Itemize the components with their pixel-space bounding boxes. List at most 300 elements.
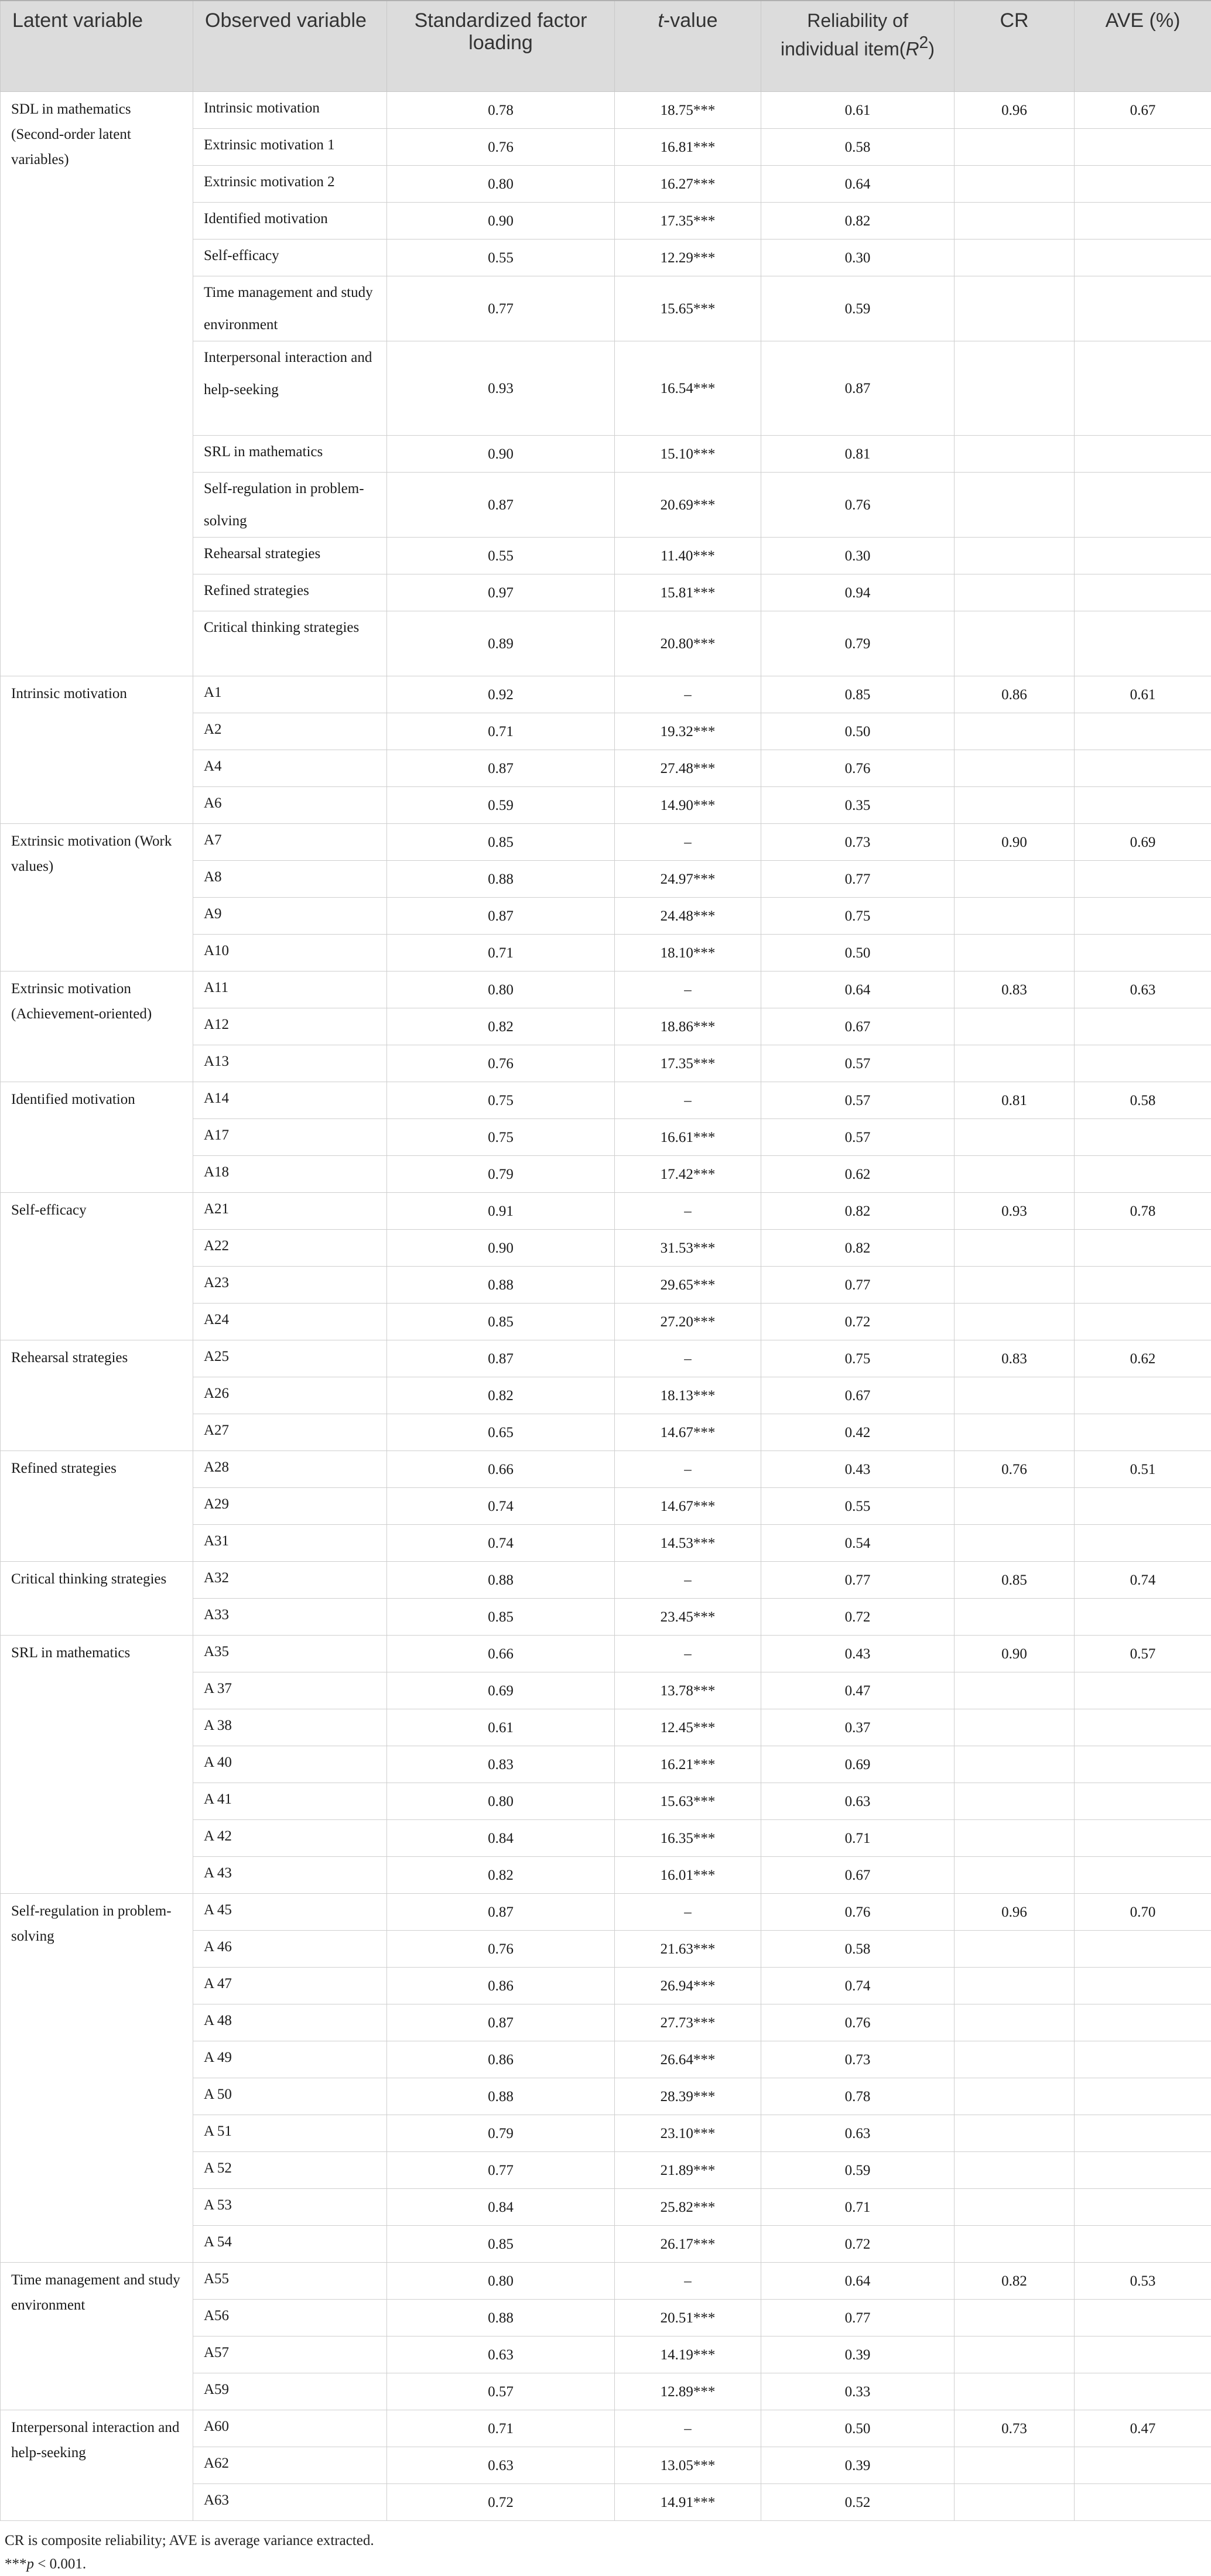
factor-loading-cell: 0.66 bbox=[387, 1451, 615, 1488]
factor-loading-cell: 0.86 bbox=[387, 1968, 615, 2004]
observed-variable-cell: A 43 bbox=[193, 1857, 387, 1894]
t-value-cell: – bbox=[615, 1340, 761, 1377]
factor-loading-cell: 0.87 bbox=[387, 1894, 615, 1931]
reliability-cell: 0.77 bbox=[761, 2300, 955, 2336]
observed-variable-cell: Refined strategies bbox=[193, 574, 387, 611]
t-value-cell: 27.48*** bbox=[615, 750, 761, 787]
reliability-cell: 0.82 bbox=[761, 1193, 955, 1230]
ave-cell bbox=[1075, 2300, 1211, 2336]
cr-cell bbox=[955, 240, 1075, 276]
ave-cell bbox=[1075, 1414, 1211, 1451]
reliability-cell: 0.67 bbox=[761, 1857, 955, 1894]
footnote-stars: *** bbox=[5, 2556, 27, 2572]
observed-variable-cell: Extrinsic motivation 1 bbox=[193, 129, 387, 166]
factor-loading-cell: 0.86 bbox=[387, 2041, 615, 2078]
t-value-cell: 14.91*** bbox=[615, 2484, 761, 2521]
observed-variable-cell: A23 bbox=[193, 1267, 387, 1304]
observed-variable-cell: A26 bbox=[193, 1377, 387, 1414]
ave-cell bbox=[1075, 2336, 1211, 2373]
ave-cell bbox=[1075, 203, 1211, 240]
cr-cell bbox=[955, 2373, 1075, 2410]
factor-loading-cell: 0.92 bbox=[387, 676, 615, 713]
header-ave: AVE (%) bbox=[1075, 1, 1211, 92]
factor-loading-cell: 0.85 bbox=[387, 1599, 615, 1636]
observed-variable-cell: Extrinsic motivation 2 bbox=[193, 166, 387, 203]
reliability-cell: 0.87 bbox=[761, 341, 955, 436]
observed-variable-cell: Self-regulation in problem-solving bbox=[193, 473, 387, 538]
ave-cell bbox=[1075, 1267, 1211, 1304]
t-value-cell: 13.78*** bbox=[615, 1672, 761, 1709]
observed-variable-cell: Intrinsic motivation bbox=[193, 92, 387, 129]
observed-variable-cell: A 38 bbox=[193, 1709, 387, 1746]
footnote-p: p bbox=[27, 2556, 35, 2572]
observed-variable-cell: A7 bbox=[193, 824, 387, 861]
t-value-cell: 27.20*** bbox=[615, 1304, 761, 1340]
reliability-cell: 0.59 bbox=[761, 276, 955, 341]
t-value-cell: 16.35*** bbox=[615, 1820, 761, 1857]
t-value-cell: – bbox=[615, 824, 761, 861]
observed-variable-cell: Critical thinking strategies bbox=[193, 611, 387, 676]
cr-cell bbox=[955, 2226, 1075, 2263]
cr-cell bbox=[955, 1672, 1075, 1709]
t-value-cell: 14.53*** bbox=[615, 1525, 761, 1562]
ave-cell bbox=[1075, 538, 1211, 574]
cr-cell bbox=[955, 2336, 1075, 2373]
cr-cell bbox=[955, 1045, 1075, 1082]
header-reliability bbox=[761, 1, 955, 92]
t-value-cell: 18.10*** bbox=[615, 935, 761, 971]
factor-loading-cell: 0.85 bbox=[387, 1304, 615, 1340]
t-value-cell: 12.29*** bbox=[615, 240, 761, 276]
observed-variable-cell: A8 bbox=[193, 861, 387, 898]
header-reliability-close: ) bbox=[928, 38, 935, 59]
observed-variable-cell: Interpersonal interaction and help-seeking bbox=[193, 341, 387, 436]
ave-cell bbox=[1075, 2226, 1211, 2263]
cr-cell bbox=[955, 2115, 1075, 2152]
cr-cell: 0.81 bbox=[955, 1082, 1075, 1119]
observed-variable-cell: A17 bbox=[193, 1119, 387, 1156]
t-value-cell: 16.01*** bbox=[615, 1857, 761, 1894]
table-row bbox=[1, 1193, 1211, 1230]
ave-cell bbox=[1075, 1857, 1211, 1894]
cr-cell bbox=[955, 750, 1075, 787]
ave-cell bbox=[1075, 935, 1211, 971]
observed-variable-cell: A27 bbox=[193, 1414, 387, 1451]
factor-loading-cell: 0.90 bbox=[387, 203, 615, 240]
factor-loading-cell: 0.88 bbox=[387, 2300, 615, 2336]
observed-variable-cell: A21 bbox=[193, 1193, 387, 1230]
cr-cell bbox=[955, 1968, 1075, 2004]
cr-cell bbox=[955, 129, 1075, 166]
t-value-cell: 17.35*** bbox=[615, 1045, 761, 1082]
factor-loading-cell: 0.87 bbox=[387, 750, 615, 787]
factor-loading-cell: 0.88 bbox=[387, 1562, 615, 1599]
ave-cell bbox=[1075, 1304, 1211, 1340]
reliability-cell: 0.33 bbox=[761, 2373, 955, 2410]
ave-cell bbox=[1075, 240, 1211, 276]
factor-loading-cell: 0.79 bbox=[387, 1156, 615, 1193]
latent-variable-cell: Critical thinking strategies bbox=[1, 1562, 193, 1636]
table-row bbox=[1, 2410, 1211, 2447]
t-value-cell: 18.86*** bbox=[615, 1008, 761, 1045]
observed-variable-cell: A 47 bbox=[193, 1968, 387, 2004]
observed-variable-cell: A62 bbox=[193, 2447, 387, 2484]
t-value-cell: 18.75*** bbox=[615, 92, 761, 129]
factor-loading-cell: 0.65 bbox=[387, 1414, 615, 1451]
t-value-cell: 26.94*** bbox=[615, 1968, 761, 2004]
t-value-cell: 16.61*** bbox=[615, 1119, 761, 1156]
t-value-cell: 24.48*** bbox=[615, 898, 761, 935]
cr-cell: 0.90 bbox=[955, 1636, 1075, 1672]
factor-loading-cell: 0.77 bbox=[387, 276, 615, 341]
cr-cell bbox=[955, 787, 1075, 824]
reliability-cell: 0.50 bbox=[761, 935, 955, 971]
t-value-cell: – bbox=[615, 676, 761, 713]
ave-cell bbox=[1075, 1525, 1211, 1562]
table-row bbox=[1, 1451, 1211, 1488]
factor-loading-cell: 0.75 bbox=[387, 1119, 615, 1156]
factor-loading-cell: 0.77 bbox=[387, 2152, 615, 2189]
observed-variable-cell: Rehearsal strategies bbox=[193, 538, 387, 574]
ave-cell bbox=[1075, 898, 1211, 935]
reliability-cell: 0.77 bbox=[761, 1267, 955, 1304]
reliability-cell: 0.64 bbox=[761, 166, 955, 203]
reliability-cell: 0.50 bbox=[761, 2410, 955, 2447]
reliability-cell: 0.94 bbox=[761, 574, 955, 611]
reliability-cell: 0.47 bbox=[761, 1672, 955, 1709]
t-value-cell: 24.97*** bbox=[615, 861, 761, 898]
header-reliability-r: R bbox=[905, 38, 919, 59]
reliability-cell: 0.75 bbox=[761, 898, 955, 935]
reliability-cell: 0.72 bbox=[761, 1304, 955, 1340]
factor-loading-cell: 0.90 bbox=[387, 1230, 615, 1267]
cr-cell bbox=[955, 1267, 1075, 1304]
cr-cell bbox=[955, 1008, 1075, 1045]
ave-cell bbox=[1075, 1672, 1211, 1709]
observed-variable-cell: A18 bbox=[193, 1156, 387, 1193]
factor-loading-cell: 0.82 bbox=[387, 1008, 615, 1045]
cr-cell bbox=[955, 1783, 1075, 1820]
header-reliability-sup: 2 bbox=[919, 33, 929, 52]
factor-loading-cell: 0.55 bbox=[387, 538, 615, 574]
reliability-cell: 0.30 bbox=[761, 538, 955, 574]
ave-cell bbox=[1075, 787, 1211, 824]
reliability-cell: 0.58 bbox=[761, 1931, 955, 1968]
cr-cell bbox=[955, 1599, 1075, 1636]
t-value-cell: 29.65*** bbox=[615, 1267, 761, 1304]
ave-cell bbox=[1075, 2004, 1211, 2041]
reliability-cell: 0.30 bbox=[761, 240, 955, 276]
cr-cell bbox=[955, 166, 1075, 203]
reliability-cell: 0.75 bbox=[761, 1340, 955, 1377]
factor-loading-cell: 0.79 bbox=[387, 2115, 615, 2152]
latent-variable-cell: Refined strategies bbox=[1, 1451, 193, 1562]
reliability-cell: 0.42 bbox=[761, 1414, 955, 1451]
cr-cell bbox=[955, 1525, 1075, 1562]
header-t-rest: -value bbox=[663, 9, 718, 32]
latent-variable-cell: Self-regulation in problem-solving bbox=[1, 1894, 193, 2263]
cr-cell: 0.82 bbox=[955, 2263, 1075, 2300]
reliability-cell: 0.64 bbox=[761, 971, 955, 1008]
ave-cell: 0.57 bbox=[1075, 1636, 1211, 1672]
observed-variable-cell: A 51 bbox=[193, 2115, 387, 2152]
table-body bbox=[1, 92, 1211, 2521]
ave-cell: 0.63 bbox=[1075, 971, 1211, 1008]
table-footnote bbox=[0, 2521, 1211, 2576]
t-value-cell: 26.64*** bbox=[615, 2041, 761, 2078]
observed-variable-cell: A25 bbox=[193, 1340, 387, 1377]
reliability-cell: 0.85 bbox=[761, 676, 955, 713]
latent-variable-cell: Rehearsal strategies bbox=[1, 1340, 193, 1451]
t-value-cell: 27.73*** bbox=[615, 2004, 761, 2041]
observed-variable-cell: A22 bbox=[193, 1230, 387, 1267]
factor-loading-cell: 0.63 bbox=[387, 2336, 615, 2373]
observed-variable-cell: A4 bbox=[193, 750, 387, 787]
latent-variable-cell: Identified motivation bbox=[1, 1082, 193, 1193]
t-value-cell: 12.89*** bbox=[615, 2373, 761, 2410]
cr-cell bbox=[955, 2300, 1075, 2336]
observed-variable-cell: A12 bbox=[193, 1008, 387, 1045]
ave-cell: 0.51 bbox=[1075, 1451, 1211, 1488]
t-value-cell: 26.17*** bbox=[615, 2226, 761, 2263]
factor-loading-cell: 0.88 bbox=[387, 1267, 615, 1304]
cr-cell bbox=[955, 1820, 1075, 1857]
factor-loading-cell: 0.90 bbox=[387, 436, 615, 473]
factor-loading-cell: 0.76 bbox=[387, 1045, 615, 1082]
header-observed-variable: Observed variable bbox=[193, 1, 387, 92]
cr-cell bbox=[955, 1857, 1075, 1894]
observed-variable-cell: Self-efficacy bbox=[193, 240, 387, 276]
observed-variable-cell: A14 bbox=[193, 1082, 387, 1119]
observed-variable-cell: A59 bbox=[193, 2373, 387, 2410]
t-value-cell: 14.67*** bbox=[615, 1488, 761, 1525]
ave-cell bbox=[1075, 1045, 1211, 1082]
ave-cell bbox=[1075, 2152, 1211, 2189]
observed-variable-cell: A24 bbox=[193, 1304, 387, 1340]
t-value-cell: 16.54*** bbox=[615, 341, 761, 436]
factor-loading-cell: 0.78 bbox=[387, 92, 615, 129]
observed-variable-cell: A1 bbox=[193, 676, 387, 713]
observed-variable-cell: A57 bbox=[193, 2336, 387, 2373]
ave-cell bbox=[1075, 276, 1211, 341]
factor-loading-cell: 0.89 bbox=[387, 611, 615, 676]
observed-variable-cell: A 53 bbox=[193, 2189, 387, 2226]
cr-cell: 0.90 bbox=[955, 824, 1075, 861]
observed-variable-cell: A 54 bbox=[193, 2226, 387, 2263]
ave-cell: 0.74 bbox=[1075, 1562, 1211, 1599]
ave-cell: 0.78 bbox=[1075, 1193, 1211, 1230]
ave-cell bbox=[1075, 1156, 1211, 1193]
latent-variable-cell: SDL in mathematics (Second-order latent variables) bbox=[1, 92, 193, 676]
ave-cell bbox=[1075, 2373, 1211, 2410]
factor-loading-cell: 0.84 bbox=[387, 2189, 615, 2226]
t-value-cell: 11.40*** bbox=[615, 538, 761, 574]
ave-cell bbox=[1075, 2447, 1211, 2484]
reliability-cell: 0.73 bbox=[761, 2041, 955, 2078]
factor-loading-cell: 0.74 bbox=[387, 1488, 615, 1525]
t-value-cell: 15.63*** bbox=[615, 1783, 761, 1820]
factor-loading-cell: 0.71 bbox=[387, 713, 615, 750]
reliability-cell: 0.77 bbox=[761, 1562, 955, 1599]
ave-cell bbox=[1075, 341, 1211, 436]
t-value-cell: 20.51*** bbox=[615, 2300, 761, 2336]
t-value-cell: 20.80*** bbox=[615, 611, 761, 676]
ave-cell bbox=[1075, 713, 1211, 750]
latent-variable-cell: SRL in mathematics bbox=[1, 1636, 193, 1894]
reliability-cell: 0.61 bbox=[761, 92, 955, 129]
latent-variable-cell: Interpersonal interaction and help-seeking bbox=[1, 2410, 193, 2521]
reliability-cell: 0.63 bbox=[761, 2115, 955, 2152]
cr-cell bbox=[955, 2484, 1075, 2521]
observed-variable-cell: A 49 bbox=[193, 2041, 387, 2078]
factor-loading-cell: 0.97 bbox=[387, 574, 615, 611]
table-row bbox=[1, 1562, 1211, 1599]
reliability-cell: 0.55 bbox=[761, 1488, 955, 1525]
observed-variable-cell: A 45 bbox=[193, 1894, 387, 1931]
cr-cell bbox=[955, 2004, 1075, 2041]
factor-loading-cell: 0.63 bbox=[387, 2447, 615, 2484]
cr-cell bbox=[955, 574, 1075, 611]
ave-cell bbox=[1075, 1968, 1211, 2004]
observed-variable-cell: Identified motivation bbox=[193, 203, 387, 240]
t-value-cell: 17.35*** bbox=[615, 203, 761, 240]
factor-loading-cell: 0.59 bbox=[387, 787, 615, 824]
cr-cell bbox=[955, 1488, 1075, 1525]
observed-variable-cell: A 46 bbox=[193, 1931, 387, 1968]
latent-variable-cell: Extrinsic motivation (Work values) bbox=[1, 824, 193, 971]
ave-cell bbox=[1075, 129, 1211, 166]
observed-variable-cell: A 52 bbox=[193, 2152, 387, 2189]
t-value-cell: – bbox=[615, 1193, 761, 1230]
t-value-cell: 16.81*** bbox=[615, 129, 761, 166]
t-value-cell: 14.67*** bbox=[615, 1414, 761, 1451]
observed-variable-cell: A 37 bbox=[193, 1672, 387, 1709]
cr-cell: 0.83 bbox=[955, 971, 1075, 1008]
reliability-cell: 0.59 bbox=[761, 2152, 955, 2189]
cr-cell bbox=[955, 898, 1075, 935]
ave-cell: 0.67 bbox=[1075, 92, 1211, 129]
ave-cell bbox=[1075, 2189, 1211, 2226]
t-value-cell: 17.42*** bbox=[615, 1156, 761, 1193]
cr-cell bbox=[955, 1709, 1075, 1746]
reliability-cell: 0.77 bbox=[761, 861, 955, 898]
factor-loading-cell: 0.75 bbox=[387, 1082, 615, 1119]
reliability-cell: 0.76 bbox=[761, 1894, 955, 1931]
reliability-cell: 0.57 bbox=[761, 1119, 955, 1156]
table-row bbox=[1, 1340, 1211, 1377]
ave-cell bbox=[1075, 436, 1211, 473]
t-value-cell: 18.13*** bbox=[615, 1377, 761, 1414]
observed-variable-cell: A13 bbox=[193, 1045, 387, 1082]
t-value-cell: – bbox=[615, 1636, 761, 1672]
ave-cell: 0.61 bbox=[1075, 676, 1211, 713]
ave-cell bbox=[1075, 1599, 1211, 1636]
ave-cell: 0.69 bbox=[1075, 824, 1211, 861]
t-value-cell: 20.69*** bbox=[615, 473, 761, 538]
cr-cell bbox=[955, 2447, 1075, 2484]
cr-cell bbox=[955, 1931, 1075, 1968]
observed-variable-cell: A11 bbox=[193, 971, 387, 1008]
t-value-cell: – bbox=[615, 1082, 761, 1119]
table-row bbox=[1, 676, 1211, 713]
observed-variable-cell: A 42 bbox=[193, 1820, 387, 1857]
reliability-cell: 0.72 bbox=[761, 1599, 955, 1636]
table-row bbox=[1, 1082, 1211, 1119]
reliability-cell: 0.67 bbox=[761, 1008, 955, 1045]
t-value-cell: 16.21*** bbox=[615, 1746, 761, 1783]
cr-cell bbox=[955, 341, 1075, 436]
factor-loading-cell: 0.72 bbox=[387, 2484, 615, 2521]
cr-cell bbox=[955, 935, 1075, 971]
cr-cell: 0.83 bbox=[955, 1340, 1075, 1377]
cr-cell bbox=[955, 611, 1075, 676]
cr-cell: 0.85 bbox=[955, 1562, 1075, 1599]
t-value-cell: – bbox=[615, 2410, 761, 2447]
ave-cell bbox=[1075, 1377, 1211, 1414]
reliability-cell: 0.71 bbox=[761, 2189, 955, 2226]
footnote-abbreviations: CR is composite reliability; AVE is average variance extracted. bbox=[5, 2529, 1211, 2553]
reliability-cell: 0.43 bbox=[761, 1451, 955, 1488]
ave-cell bbox=[1075, 1931, 1211, 1968]
ave-cell bbox=[1075, 574, 1211, 611]
reliability-cell: 0.39 bbox=[761, 2336, 955, 2373]
cr-cell bbox=[955, 2152, 1075, 2189]
factor-loading-cell: 0.80 bbox=[387, 971, 615, 1008]
factor-loading-cell: 0.85 bbox=[387, 824, 615, 861]
ave-cell bbox=[1075, 861, 1211, 898]
cr-cell bbox=[955, 1230, 1075, 1267]
t-value-cell: 15.10*** bbox=[615, 436, 761, 473]
observed-variable-cell: A2 bbox=[193, 713, 387, 750]
ave-cell bbox=[1075, 2041, 1211, 2078]
cr-cell bbox=[955, 2041, 1075, 2078]
table-row bbox=[1, 2263, 1211, 2300]
t-value-cell: – bbox=[615, 1451, 761, 1488]
factor-loading-cell: 0.88 bbox=[387, 861, 615, 898]
t-value-cell: 19.32*** bbox=[615, 713, 761, 750]
cr-cell bbox=[955, 2189, 1075, 2226]
t-value-cell: 14.19*** bbox=[615, 2336, 761, 2373]
t-value-cell: 21.63*** bbox=[615, 1931, 761, 1968]
observed-variable-cell: A10 bbox=[193, 935, 387, 971]
reliability-cell: 0.57 bbox=[761, 1082, 955, 1119]
cr-cell bbox=[955, 713, 1075, 750]
ave-cell: 0.53 bbox=[1075, 2263, 1211, 2300]
reliability-cell: 0.79 bbox=[761, 611, 955, 676]
header-factor-loading: Standardized factor loading bbox=[387, 1, 615, 92]
reliability-cell: 0.81 bbox=[761, 436, 955, 473]
factor-loading-cell: 0.76 bbox=[387, 1931, 615, 1968]
ave-cell bbox=[1075, 1709, 1211, 1746]
cr-cell: 0.76 bbox=[955, 1451, 1075, 1488]
t-value-cell: – bbox=[615, 1562, 761, 1599]
ave-cell bbox=[1075, 166, 1211, 203]
t-value-cell: 16.27*** bbox=[615, 166, 761, 203]
ave-cell bbox=[1075, 2115, 1211, 2152]
table-row bbox=[1, 1894, 1211, 1931]
cr-cell bbox=[955, 473, 1075, 538]
t-value-cell: 15.81*** bbox=[615, 574, 761, 611]
factor-loading-cell: 0.87 bbox=[387, 473, 615, 538]
factor-loading-cell: 0.93 bbox=[387, 341, 615, 436]
reliability-cell: 0.72 bbox=[761, 2226, 955, 2263]
cr-cell: 0.86 bbox=[955, 676, 1075, 713]
factor-loading-cell: 0.66 bbox=[387, 1636, 615, 1672]
observed-variable-cell: Time management and study environment bbox=[193, 276, 387, 341]
cr-cell bbox=[955, 538, 1075, 574]
t-value-cell: 13.05*** bbox=[615, 2447, 761, 2484]
factor-loading-cell: 0.71 bbox=[387, 2410, 615, 2447]
